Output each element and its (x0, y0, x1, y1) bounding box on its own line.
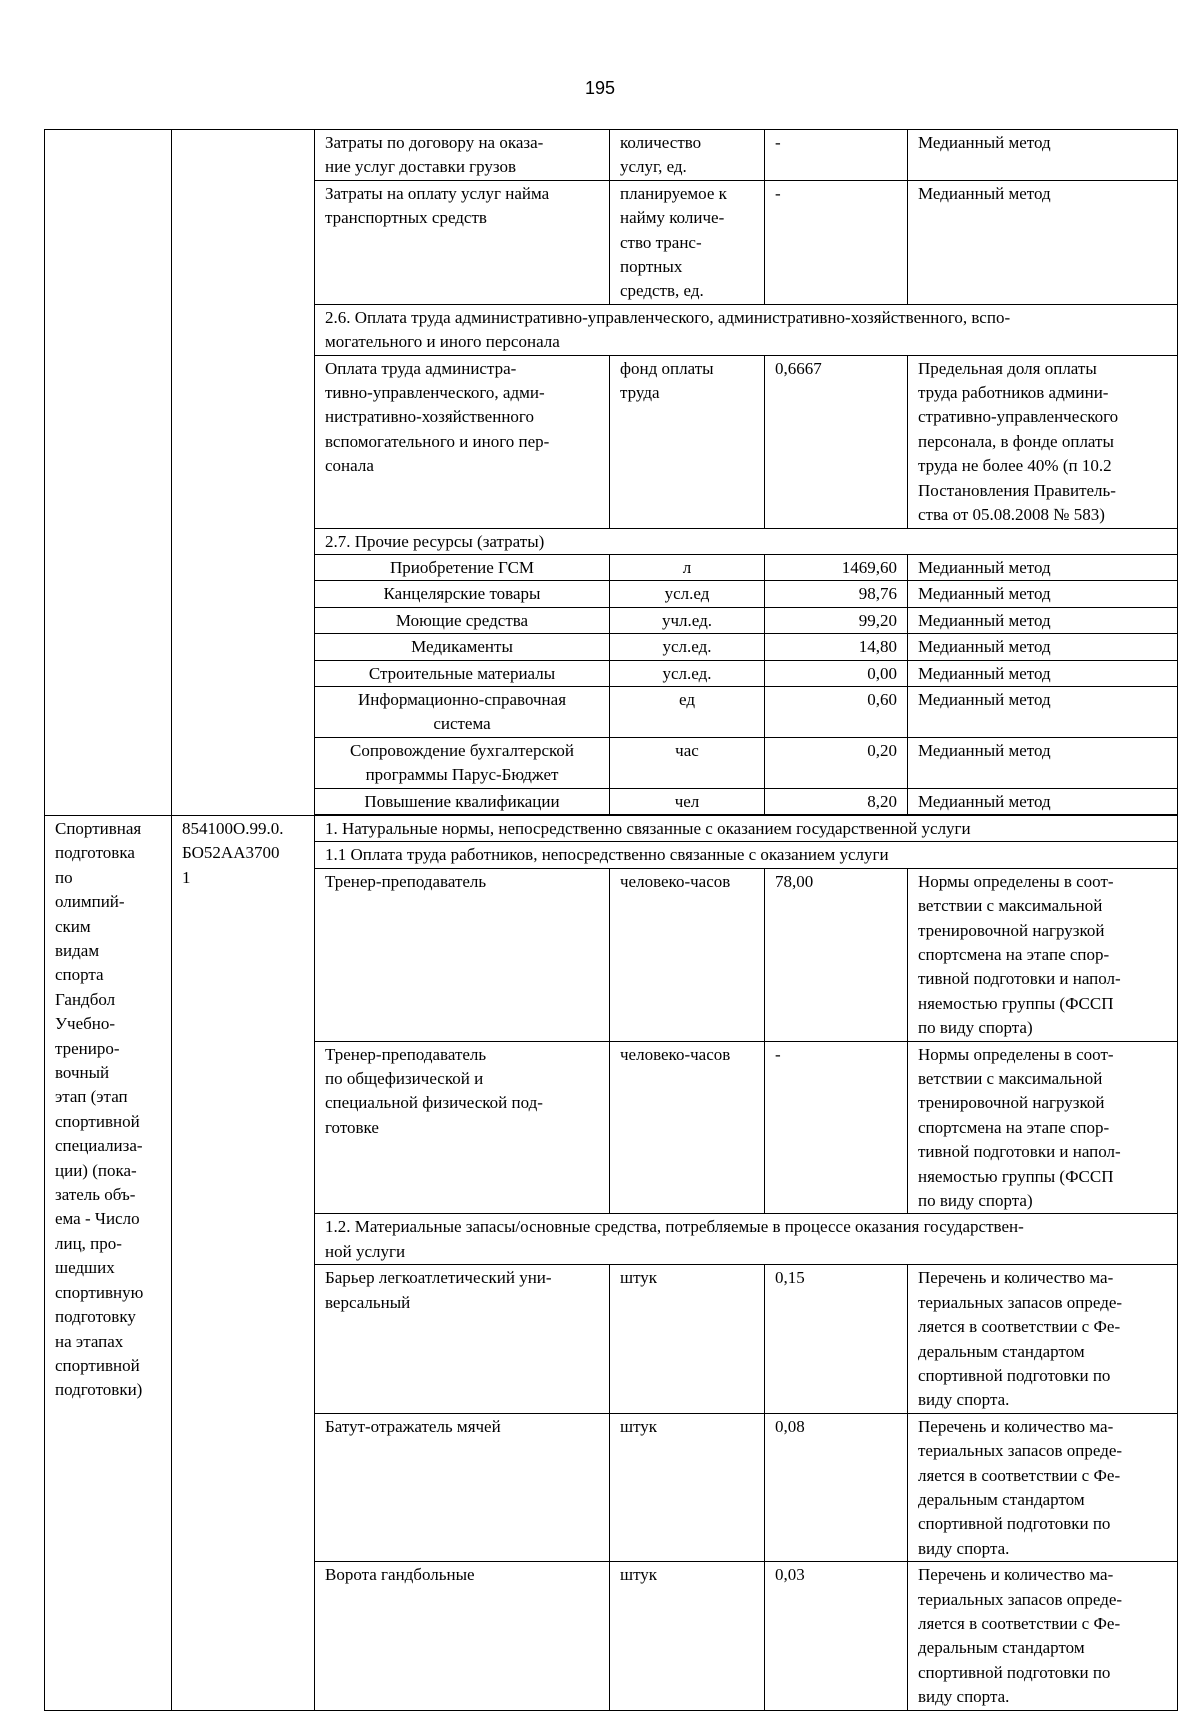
resource-name: Строительные материалы (315, 660, 610, 686)
resource-value: 0,00 (765, 660, 908, 686)
service-name: Спортивная подготовка по олимпий- ским видам спорта Гандбол Учебно- трениро- вочный этап (этап спортивной специализа- ции) (пока- затель объ- ема - Число лиц, про- шедших спортивную подготовку на этапах спортивной подготовки) (45, 815, 172, 1710)
resource-method: Медианный метод (908, 737, 1178, 788)
resource-value: 98,76 (765, 581, 908, 607)
table-row (45, 130, 1178, 181)
section-title-1-1: 1.1 Оплата труда работников, непосредственно связанные с оказанием услуги (315, 842, 1178, 868)
resource-value: 0,08 (765, 1413, 908, 1561)
resource-name: Канцелярские товары (315, 581, 610, 607)
resource-value: - (765, 130, 908, 181)
resource-name: Тренер-преподаватель по общефизической и специальной физической под- готовке (315, 1041, 610, 1214)
resource-method: Перечень и количество ма- териальных запасов опреде- ляется в соответствии с Фе- деральным стандартом спортивной подготовки по виду спорта. (908, 1265, 1178, 1413)
resource-method: Медианный метод (908, 634, 1178, 660)
resource-name: Моющие средства (315, 607, 610, 633)
resource-method: Перечень и количество ма- териальных запасов опреде- ляется в соответствии с Фе- деральным стандартом спортивной подготовки по виду спорта. (908, 1413, 1178, 1561)
section-header (45, 815, 1178, 841)
resource-value: 0,60 (765, 686, 908, 737)
resource-value: 0,15 (765, 1265, 908, 1413)
resource-value: - (765, 180, 908, 304)
resource-unit: ед (610, 686, 765, 737)
resource-name: Тренер-преподаватель (315, 868, 610, 1041)
resource-method: Медианный метод (908, 581, 1178, 607)
resource-unit: усл.ед (610, 581, 765, 607)
resource-unit: л (610, 554, 765, 580)
resource-method: Медианный метод (908, 788, 1178, 814)
resource-name: Оплата труда администра- тивно-управленческого, адми- нистративно-хозяйственного вспомогательного и иного пер- сонала (315, 355, 610, 528)
empty-code-cell (172, 130, 315, 816)
section-title-2-6: 2.6. Оплата труда административно-управленческого, административно-хозяйственного, вспо- могательного и иного персонала (315, 304, 1178, 355)
page-number: 195 (584, 78, 616, 98)
resource-unit: усл.ед. (610, 660, 765, 686)
resource-value: 8,20 (765, 788, 908, 814)
resource-method: Нормы определены в соот- ветствии с максимальной тренировочной нагрузкой спортсмена на этапе спор- тивной подготовки и напол- няемостью группы (ФССП по виду спорта) (908, 1041, 1178, 1214)
resource-name: Приобретение ГСМ (315, 554, 610, 580)
resource-method: Медианный метод (908, 180, 1178, 304)
resource-name: Затраты по договору на оказа- ние услуг доставки грузов (315, 130, 610, 181)
section-title-1: 1. Натуральные нормы, непосредственно связанные с оказанием государственной услуги (315, 815, 1178, 841)
resource-unit: фонд оплаты труда (610, 355, 765, 528)
resource-name: Медикаменты (315, 634, 610, 660)
resource-method: Перечень и количество ма- териальных запасов опреде- ляется в соответствии с Фе- деральным стандартом спортивной подготовки по виду спорта. (908, 1562, 1178, 1710)
resource-value: 0,20 (765, 737, 908, 788)
norms-table (44, 129, 1178, 1711)
resource-value: 0,6667 (765, 355, 908, 528)
resource-method: Медианный метод (908, 607, 1178, 633)
resource-method: Медианный метод (908, 130, 1178, 181)
resource-value: 1469,60 (765, 554, 908, 580)
resource-name: Затраты на оплату услуг найма транспортных средств (315, 180, 610, 304)
resource-method: Медианный метод (908, 686, 1178, 737)
section-title-2-7: 2.7. Прочие ресурсы (затраты) (315, 528, 1178, 554)
resource-unit: количество услуг, ед. (610, 130, 765, 181)
resource-unit: час (610, 737, 765, 788)
resource-unit: штук (610, 1562, 765, 1710)
resource-value: - (765, 1041, 908, 1214)
resource-value: 0,03 (765, 1562, 908, 1710)
resource-unit: усл.ед. (610, 634, 765, 660)
resource-unit: штук (610, 1413, 765, 1561)
resource-name: Барьер легкоатлетический уни- версальный (315, 1265, 610, 1413)
resource-unit: учл.ед. (610, 607, 765, 633)
resource-name: Ворота гандбольные (315, 1562, 610, 1710)
resource-method: Нормы определены в соот- ветствии с максимальной тренировочной нагрузкой спортсмена на этапе спор- тивной подготовки и напол- няемостью группы (ФССП по виду спорта) (908, 868, 1178, 1041)
resource-unit: чел (610, 788, 765, 814)
resource-name: Батут-отражатель мячей (315, 1413, 610, 1561)
resource-method: Предельная доля оплаты труда работников админи- стративно-управленческого персонала, в фонде оплаты труда не более 40% (п 10.2 Постановления Правитель- ства от 05.08.2008 № 583) (908, 355, 1178, 528)
section-title-1-2: 1.2. Материальные запасы/основные средства, потребляемые в процессе оказания государствен- ной услуги (315, 1214, 1178, 1265)
resource-unit: штук (610, 1265, 765, 1413)
resource-method: Медианный метод (908, 660, 1178, 686)
resource-unit: человеко-часов (610, 1041, 765, 1214)
resource-method: Медианный метод (908, 554, 1178, 580)
resource-unit: человеко-часов (610, 868, 765, 1041)
service-code: 854100О.99.0. БО52АА3700 1 (172, 815, 315, 1710)
resource-unit: планируемое к найму количе- ство транс- портных средств, ед. (610, 180, 765, 304)
resource-name: Сопровождение бухгалтерской программы Парус-Бюджет (315, 737, 610, 788)
resource-value: 99,20 (765, 607, 908, 633)
resource-value: 78,00 (765, 868, 908, 1041)
resource-name: Информационно-справочная система (315, 686, 610, 737)
empty-service-cell (45, 130, 172, 816)
resource-value: 14,80 (765, 634, 908, 660)
resource-name: Повышение квалификации (315, 788, 610, 814)
